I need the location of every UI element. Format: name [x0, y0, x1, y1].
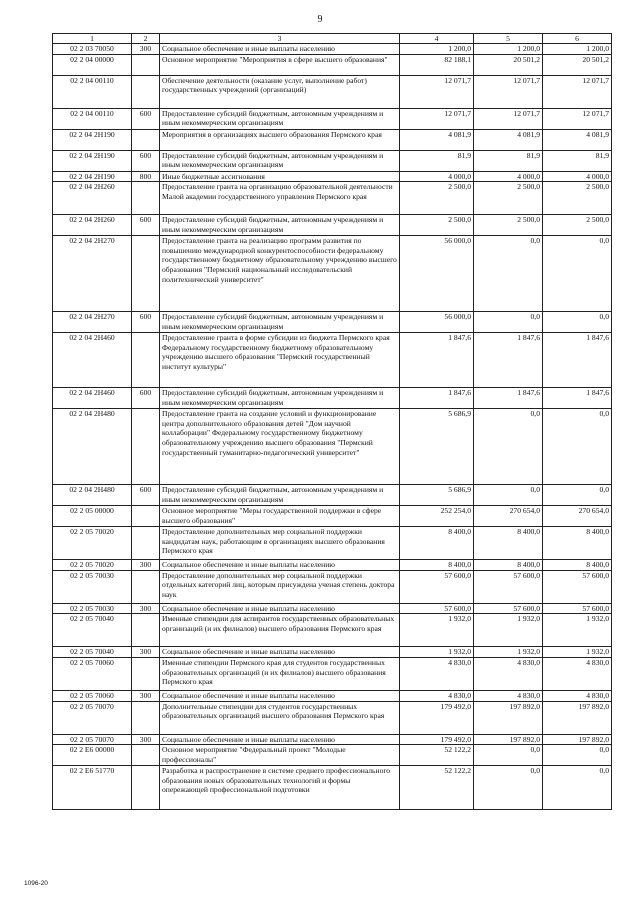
table-row [53, 129, 612, 150]
cell-v4: 2 500,0 [400, 215, 474, 236]
cell-name: Именные стипендии для аспирантов государственных образовательных организаций (и их филиалов) высшего образования Пермского края [160, 614, 400, 647]
cell-name: Мероприятия в организациях высшего образования Пермского края [160, 129, 400, 150]
cell-vr: 600 [132, 150, 160, 171]
cell-v5: 1 932,0 [474, 614, 543, 647]
cell-code: 02 2 04 2Н270 [53, 236, 132, 312]
cell-v4: 81,9 [400, 150, 474, 171]
cell-v4: 1 932,0 [400, 647, 474, 658]
cell-v6: 4 830,0 [543, 690, 612, 701]
cell-name: Именные стипендии Пермского края для студентов государственных образовательных организаций (и их филиалов) высшего образования Пермского края [160, 657, 400, 690]
table-row [53, 506, 612, 527]
cell-v4: 56 000,0 [400, 236, 474, 312]
cell-v4: 4 000,0 [400, 171, 474, 182]
cell-code: 02 2 04 2Н260 [53, 182, 132, 215]
cell-name: Предоставление субсидий бюджетным, автономным учреждениям и иным некоммерческим организациям [160, 312, 400, 333]
table-row [53, 657, 612, 690]
cell-name: Разработка и распространение в системе среднего профессионального образования новых образовательных технологий и формы опережающей профессиональной подготовки [160, 766, 400, 810]
cell-v4: 1 847,6 [400, 333, 474, 388]
table-row [53, 75, 612, 108]
table-row [53, 560, 612, 571]
cell-v5: 81,9 [474, 150, 543, 171]
table-row [53, 766, 612, 810]
cell-v4: 2 500,0 [400, 182, 474, 215]
footer-code: 1096-20 [24, 880, 48, 887]
column-header: 5 [474, 34, 543, 44]
cell-vr [132, 570, 160, 603]
table-row [53, 570, 612, 603]
table-row [53, 236, 612, 312]
cell-vr [132, 54, 160, 75]
cell-vr [132, 766, 160, 810]
cell-code: 02 2 05 70020 [53, 560, 132, 571]
cell-code: 02 2 05 70030 [53, 603, 132, 614]
cell-vr [132, 527, 160, 560]
cell-v4: 179 492,0 [400, 734, 474, 745]
cell-v5: 4 000,0 [474, 171, 543, 182]
cell-v6: 12 071,7 [543, 108, 612, 129]
cell-code: 02 2 05 70020 [53, 527, 132, 560]
cell-name: Предоставление субсидий бюджетным, автономным учреждениям и иным некоммерческим организациям [160, 485, 400, 506]
page-number: 9 [317, 14, 323, 25]
cell-code: 02 2 05 70030 [53, 570, 132, 603]
cell-vr [132, 409, 160, 485]
cell-v5: 0,0 [474, 312, 543, 333]
cell-code: 02 2 05 70070 [53, 734, 132, 745]
cell-code: 02 2 04 2Н190 [53, 129, 132, 150]
cell-v6: 8 400,0 [543, 560, 612, 571]
cell-vr [132, 129, 160, 150]
cell-v4: 52 122,2 [400, 745, 474, 766]
cell-v6: 2 500,0 [543, 182, 612, 215]
cell-v6: 0,0 [543, 409, 612, 485]
table-row [53, 312, 612, 333]
cell-v5: 0,0 [474, 236, 543, 312]
cell-v6: 1 932,0 [543, 647, 612, 658]
table-row [53, 701, 612, 734]
cell-v4: 4 830,0 [400, 690, 474, 701]
cell-code: 02 2 Е6 51770 [53, 766, 132, 810]
table-row [53, 388, 612, 409]
cell-name: Основное мероприятие "Федеральный проект "Молодые профессионалы" [160, 745, 400, 766]
cell-vr [132, 701, 160, 734]
cell-vr: 600 [132, 312, 160, 333]
column-header: 4 [400, 34, 474, 44]
cell-vr: 300 [132, 560, 160, 571]
cell-code: 02 2 04 00110 [53, 108, 132, 129]
cell-name: Дополнительные стипендии для студентов государственных образовательных организаций высшего образования Пермского края [160, 701, 400, 734]
cell-code: 02 2 05 70040 [53, 614, 132, 647]
cell-v5: 8 400,0 [474, 560, 543, 571]
cell-vr: 600 [132, 215, 160, 236]
table-row [53, 647, 612, 658]
cell-v6: 1 847,6 [543, 333, 612, 388]
budget-table [52, 33, 612, 810]
cell-vr: 300 [132, 44, 160, 55]
cell-name: Социальное обеспечение и иные выплаты населению [160, 603, 400, 614]
cell-v6: 4 081,9 [543, 129, 612, 150]
cell-v6: 2 500,0 [543, 215, 612, 236]
column-header: 1 [53, 34, 132, 44]
table-row [53, 734, 612, 745]
cell-v4: 82 188,1 [400, 54, 474, 75]
cell-v6: 1 200,0 [543, 44, 612, 55]
cell-name: Основное мероприятие "Меры государственной поддержки в сфере высшего образования" [160, 506, 400, 527]
cell-v5: 4 830,0 [474, 657, 543, 690]
cell-code: 02 2 04 2Н260 [53, 215, 132, 236]
cell-vr [132, 614, 160, 647]
table-row [53, 614, 612, 647]
table-row [53, 44, 612, 55]
cell-v4: 8 400,0 [400, 560, 474, 571]
cell-code: 02 2 05 00000 [53, 506, 132, 527]
table-row [53, 409, 612, 485]
column-header: 2 [132, 34, 160, 44]
cell-v5: 12 071,7 [474, 108, 543, 129]
cell-vr: 300 [132, 603, 160, 614]
cell-v5: 0,0 [474, 766, 543, 810]
cell-name: Социальное обеспечение и иные выплаты населению [160, 647, 400, 658]
table-row [53, 54, 612, 75]
cell-v5: 8 400,0 [474, 527, 543, 560]
cell-v4: 8 400,0 [400, 527, 474, 560]
cell-vr: 600 [132, 485, 160, 506]
cell-v4: 57 600,0 [400, 570, 474, 603]
header-row [53, 34, 612, 44]
cell-name: Предоставление гранта на реализацию программ развития по повышению международной конкурентоспособности федеральному государственному бюджетному образовательному учреждению высшего образования "Пермский национальный исследовательский политехнический университет" [160, 236, 400, 312]
cell-name: Социальное обеспечение и иные выплаты населению [160, 44, 400, 55]
cell-v5: 1 847,6 [474, 333, 543, 388]
cell-v4: 57 600,0 [400, 603, 474, 614]
cell-v6: 12 071,7 [543, 75, 612, 108]
cell-v5: 270 654,0 [474, 506, 543, 527]
cell-v4: 179 492,0 [400, 701, 474, 734]
cell-v6: 0,0 [543, 745, 612, 766]
cell-name: Основное мероприятие "Мероприятия в сфере высшего образования" [160, 54, 400, 75]
cell-v4: 1 847,6 [400, 388, 474, 409]
cell-name: Предоставление субсидий бюджетным, автономным учреждениям и иным некоммерческим организациям [160, 150, 400, 171]
cell-name: Социальное обеспечение и иные выплаты населению [160, 734, 400, 745]
cell-name: Обеспечение деятельности (оказание услуг, выполнение работ) государственных учреждений (организаций) [160, 75, 400, 108]
table-row [53, 690, 612, 701]
table-row [53, 150, 612, 171]
cell-v6: 0,0 [543, 312, 612, 333]
cell-name: Предоставление субсидий бюджетным, автономным учреждениям и иным некоммерческим организациям [160, 108, 400, 129]
cell-code: 02 2 04 2Н480 [53, 409, 132, 485]
cell-code: 02 2 05 70040 [53, 647, 132, 658]
table-row [53, 745, 612, 766]
table-row [53, 171, 612, 182]
cell-v6: 8 400,0 [543, 527, 612, 560]
cell-v5: 197 892,0 [474, 734, 543, 745]
cell-vr [132, 506, 160, 527]
cell-v4: 1 932,0 [400, 614, 474, 647]
cell-code: 02 2 05 70070 [53, 701, 132, 734]
table-row [53, 603, 612, 614]
cell-name: Социальное обеспечение и иные выплаты населению [160, 690, 400, 701]
cell-vr: 300 [132, 734, 160, 745]
cell-name: Предоставление субсидий бюджетным, автономным учреждениям и иным некоммерческим организациям [160, 388, 400, 409]
cell-code: 02 2 04 00110 [53, 75, 132, 108]
cell-name: Социальное обеспечение и иные выплаты населению [160, 560, 400, 571]
cell-v6: 1 847,6 [543, 388, 612, 409]
table-row [53, 485, 612, 506]
cell-v4: 56 000,0 [400, 312, 474, 333]
cell-vr [132, 745, 160, 766]
cell-v6: 197 892,0 [543, 701, 612, 734]
table-row [53, 182, 612, 215]
cell-v5: 197 892,0 [474, 701, 543, 734]
cell-v5: 1 200,0 [474, 44, 543, 55]
cell-v5: 2 500,0 [474, 182, 543, 215]
cell-name: Предоставление дополнительных мер социальной поддержки кандидатам наук, работающим в организациях высшего образования Пермского края [160, 527, 400, 560]
cell-name: Предоставление гранта на организацию образовательной деятельности Малой академии государственного управления Пермского края [160, 182, 400, 215]
cell-v4: 4 081,9 [400, 129, 474, 150]
cell-code: 02 2 05 70060 [53, 690, 132, 701]
cell-v4: 5 686,9 [400, 409, 474, 485]
cell-vr: 600 [132, 108, 160, 129]
cell-v5: 0,0 [474, 745, 543, 766]
cell-v5: 1 847,6 [474, 388, 543, 409]
cell-v5: 57 600,0 [474, 570, 543, 603]
cell-vr [132, 333, 160, 388]
cell-v6: 270 654,0 [543, 506, 612, 527]
cell-code: 02 2 04 2Н460 [53, 388, 132, 409]
cell-code: 02 2 04 2Н270 [53, 312, 132, 333]
cell-vr: 600 [132, 388, 160, 409]
table-row [53, 333, 612, 388]
cell-v6: 0,0 [543, 236, 612, 312]
cell-v5: 1 932,0 [474, 647, 543, 658]
table-row [53, 527, 612, 560]
cell-v6: 4 830,0 [543, 657, 612, 690]
cell-v5: 12 071,7 [474, 75, 543, 108]
cell-v5: 20 501,2 [474, 54, 543, 75]
cell-v4: 4 830,0 [400, 657, 474, 690]
cell-v6: 0,0 [543, 766, 612, 810]
cell-vr [132, 75, 160, 108]
cell-v5: 4 081,9 [474, 129, 543, 150]
cell-v6: 4 000,0 [543, 171, 612, 182]
cell-code: 02 2 04 2Н190 [53, 171, 132, 182]
cell-code: 02 2 Е6 00000 [53, 745, 132, 766]
cell-v4: 1 200,0 [400, 44, 474, 55]
cell-v6: 57 600,0 [543, 570, 612, 603]
cell-v4: 52 122,2 [400, 766, 474, 810]
cell-code: 02 2 04 2Н480 [53, 485, 132, 506]
cell-v4: 252 254,0 [400, 506, 474, 527]
cell-v4: 5 686,9 [400, 485, 474, 506]
cell-code: 02 2 04 2Н460 [53, 333, 132, 388]
cell-v4: 12 071,7 [400, 75, 474, 108]
cell-code: 02 2 05 70060 [53, 657, 132, 690]
cell-name: Предоставление гранта на создание условий и функционирование центра дополнительного образования детей "Дом научной коллаборации" Федеральному государственному бюджетному образовательному учреждению высшего образования "Пермский государственный гуманитарно-педагогический университет" [160, 409, 400, 485]
cell-v5: 57 600,0 [474, 603, 543, 614]
cell-v5: 2 500,0 [474, 215, 543, 236]
table-row [53, 108, 612, 129]
cell-vr [132, 182, 160, 215]
cell-name: Предоставление субсидий бюджетным, автономным учреждениям и иным некоммерческим организациям [160, 215, 400, 236]
cell-v6: 20 501,2 [543, 54, 612, 75]
cell-v6: 1 932,0 [543, 614, 612, 647]
cell-name: Предоставление дополнительных мер социальной поддержки отдельных категорий лиц, которым присуждена ученая степень доктора наук [160, 570, 400, 603]
cell-code: 02 2 03 70050 [53, 44, 132, 55]
column-header: 6 [543, 34, 612, 44]
column-header: 3 [160, 34, 400, 44]
cell-v5: 4 830,0 [474, 690, 543, 701]
cell-vr: 300 [132, 690, 160, 701]
cell-v4: 12 071,7 [400, 108, 474, 129]
cell-v5: 0,0 [474, 485, 543, 506]
cell-v6: 57 600,0 [543, 603, 612, 614]
cell-name: Предоставление гранта в форме субсидии из бюджета Пермского края Федеральному государственному бюджетному образовательному учреждению высшего образования "Пермский государственный институт культуры" [160, 333, 400, 388]
table-row [53, 215, 612, 236]
cell-vr [132, 236, 160, 312]
cell-code: 02 2 04 00000 [53, 54, 132, 75]
cell-code: 02 2 04 2Н190 [53, 150, 132, 171]
cell-v6: 0,0 [543, 485, 612, 506]
cell-v6: 81,9 [543, 150, 612, 171]
cell-name: Иные бюджетные ассигнования [160, 171, 400, 182]
cell-v5: 0,0 [474, 409, 543, 485]
cell-vr: 300 [132, 647, 160, 658]
cell-v6: 197 892,0 [543, 734, 612, 745]
cell-vr [132, 657, 160, 690]
cell-vr: 800 [132, 171, 160, 182]
